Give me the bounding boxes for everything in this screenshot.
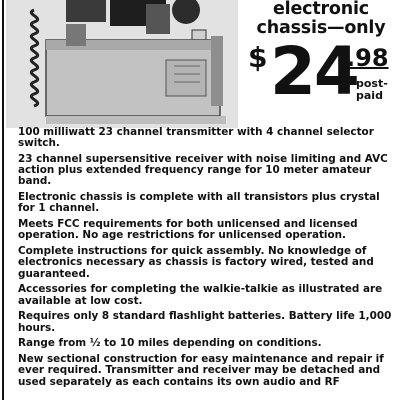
feature-paragraph: Requires only 8 standard flashlight batteries. Battery life 1,000 hours.: [18, 310, 392, 334]
headline-line-2: chassis—only: [256, 18, 386, 38]
feature-paragraph: 23 channel supersensitive receiver with noise limiting and AVC action plus extended frequency range for 10 meter amateur band.: [18, 153, 388, 188]
feature-paragraph: Complete instructions for quick assembly. No knowledge of electronics necessary as chassis is factory wired, tested and guaranteed.: [18, 245, 374, 280]
feature-paragraph: Range from ½ to 10 miles depending on conditions.: [18, 337, 322, 350]
price-cents: .98: [346, 44, 389, 72]
postpaid-line-2: paid: [356, 89, 383, 102]
feature-paragraph: 100 milliwatt 23 channel transmitter with 4 channel selector switch.: [18, 126, 374, 150]
feature-paragraph: Electronic chassis is complete with all transistors plus crystal for 1 channel.: [18, 191, 380, 215]
feature-paragraph: Meets FCC requirements for both unlicensed and licensed operation. No age restrictions for unlicensed operation.: [18, 218, 358, 242]
headline-line-1: electronic: [273, 0, 369, 19]
price-postpaid: [356, 78, 396, 102]
price-block: [248, 33, 398, 120]
chassis-illustration: [6, 0, 238, 128]
price-dollars: 24: [270, 33, 358, 110]
price-dollar-sign: $: [248, 41, 268, 74]
feature-paragraph: New sectional construction for easy maintenance and repair if ever required. Transmitter and receiver may be detached and used separately as each contains its own audio and RF: [18, 353, 384, 388]
feature-list: [18, 127, 394, 392]
product-photo: [6, 0, 238, 128]
feature-paragraph: Accessories for completing the walkie-talkie as illustrated are available at low cost.: [18, 283, 383, 307]
left-border-rule: [2, 0, 4, 400]
postpaid-line-1: post-: [356, 77, 388, 90]
